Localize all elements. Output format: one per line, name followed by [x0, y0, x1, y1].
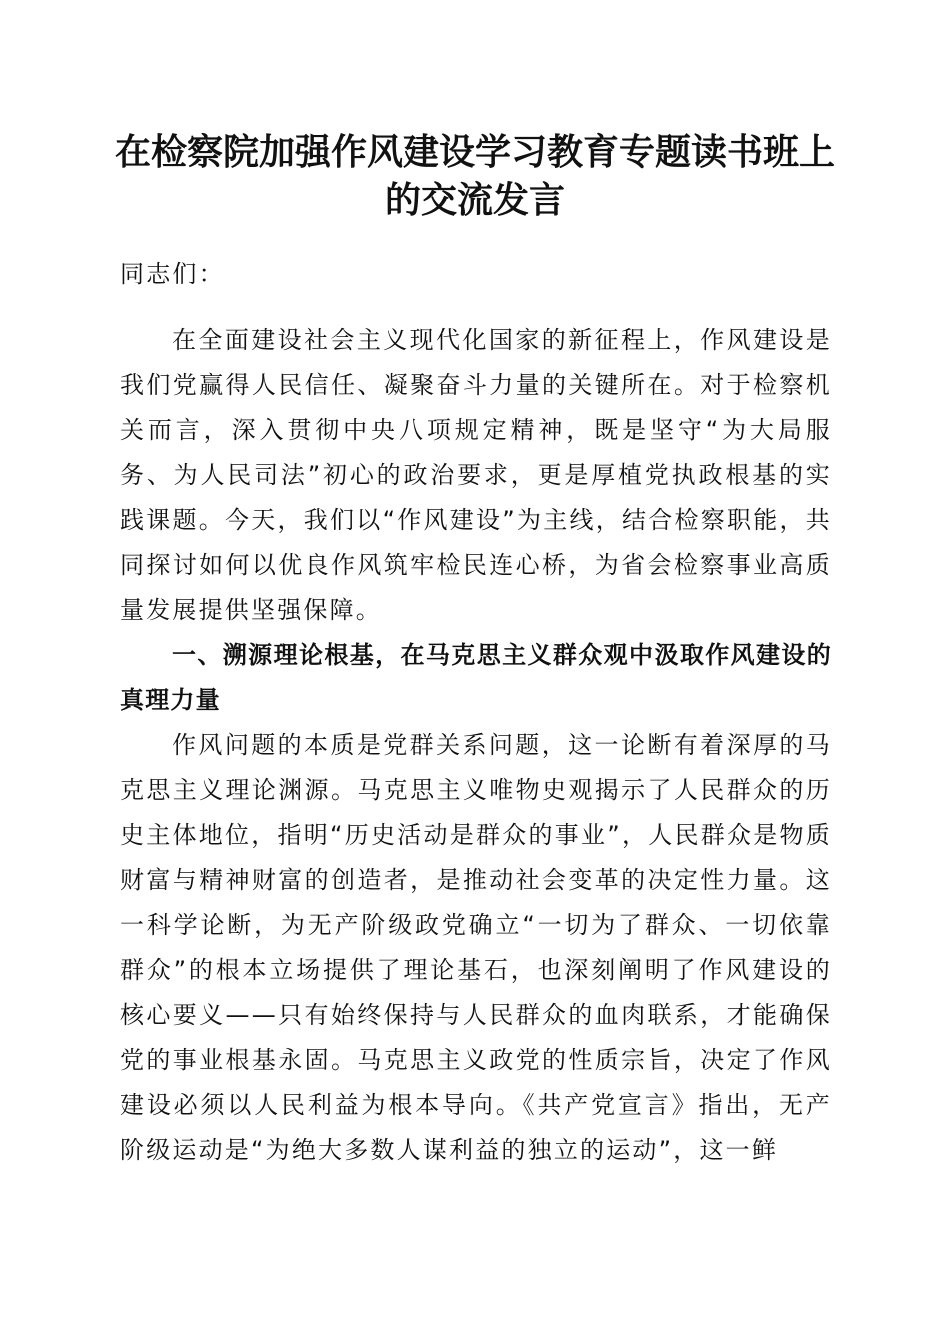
- title-line-1: 在检察院加强作风建设学习教育专题读书班上: [114, 131, 835, 173]
- salutation: 同志们：: [120, 260, 225, 288]
- paragraph-section-1: 作风问题的本质是党群关系问题，这一论断有着深厚的马克思主义理论渊源。马克思主义唯物史观揭示了人民群众的历史主体地位，指明“历史活动是群众的事业”，人民群众是物质财富与精神财富的创造者，是推动社会变革的决定性力量。这一科学论断，为无产阶级政党确立“一切为了群众、一切依靠群众”的根本立场提供了理论基石，也深刻阐明了作风建设的核心要义——只有始终保持与人民群众的血肉联系，才能确保党的事业根基永固。马克思主义政党的性质宗旨，决定了作风建设必须以人民利益为根本导向。《共产党宣言》指出，无产阶级运动是“为绝大多数人谋利益的独立的运动”，这一鲜: [120, 731, 832, 1164]
- section-heading-1: 一、溯源理论根基，在马克思主义群众观中汲取作风建设的真理力量: [120, 641, 832, 714]
- title-line-2: 的交流发言: [384, 179, 565, 221]
- paragraph-intro: 在全面建设社会主义现代化国家的新征程上，作风建设是我们党赢得人民信任、凝聚奋斗力量的关键所在。对于检察机关而言，深入贯彻中央八项规定精神，既是坚守“为大局服务、为人民司法”初心的政治要求，更是厚植党执政根基的实践课题。今天，我们以“作风建设”为主线，结合检察职能，共同探讨如何以优良作风筑牢检民连心桥，为省会检察事业高质量发展提供坚强保障。: [120, 326, 832, 624]
- document-title: [100, 128, 850, 224]
